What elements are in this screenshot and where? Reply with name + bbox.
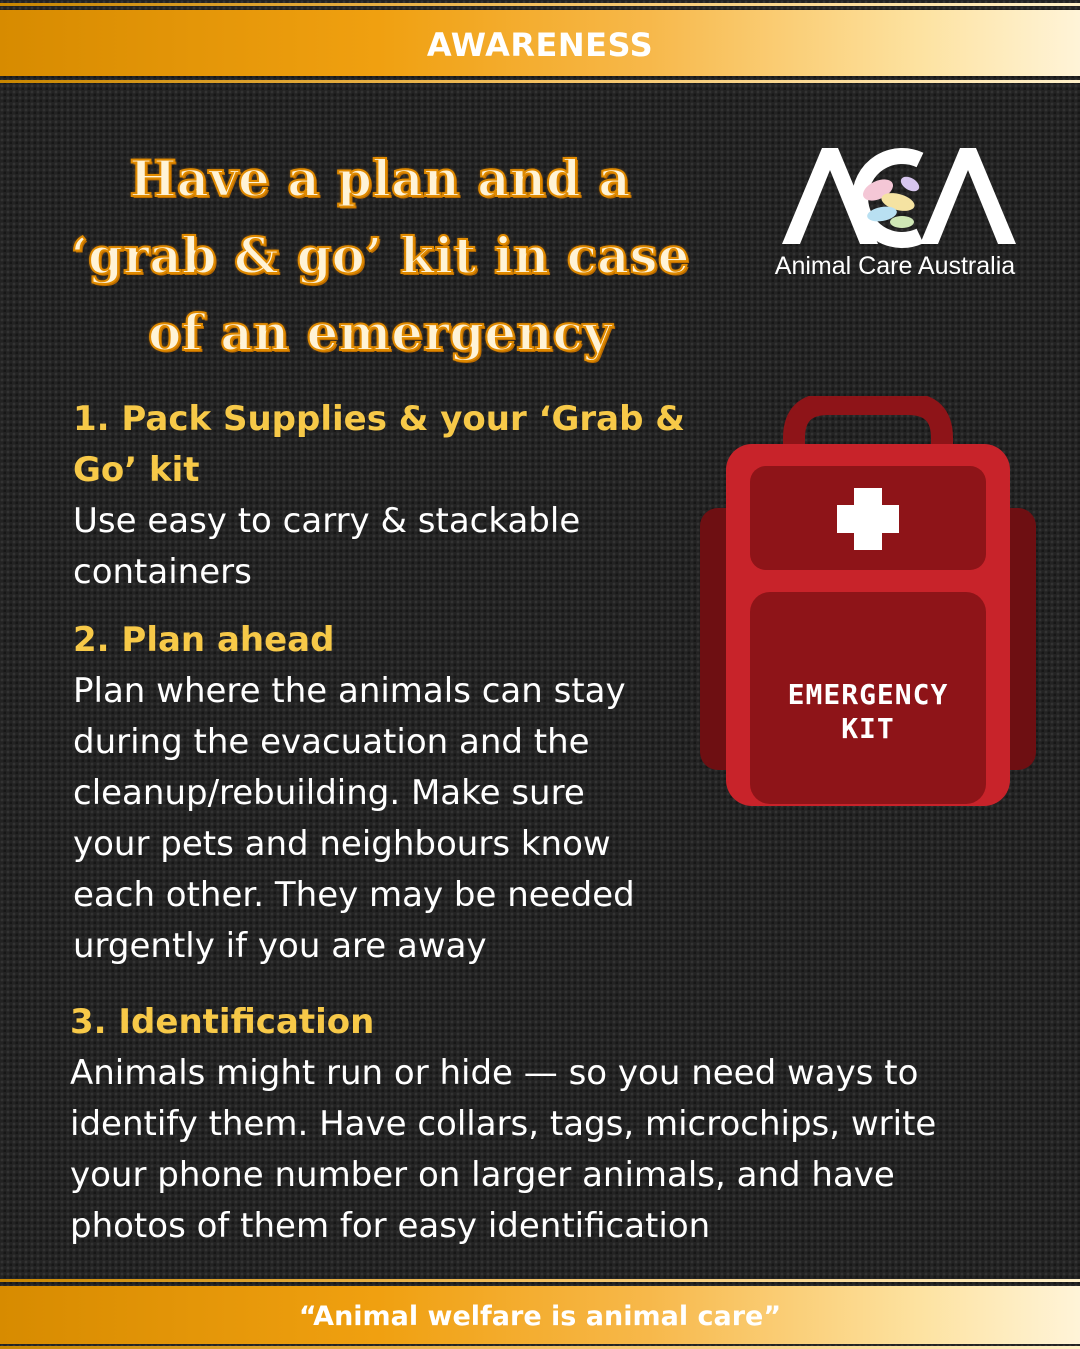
body-line: your phone number on larger animals, and have bbox=[70, 1155, 895, 1195]
body-line: urgently if you are away bbox=[73, 926, 487, 966]
top-band-rule-lower bbox=[0, 80, 1080, 83]
footer-quote: “Animal welfare is animal care” bbox=[298, 1301, 782, 1332]
headline-line: ‘grab & go’ kit in case bbox=[70, 226, 690, 285]
body-line: photos of them for easy identification bbox=[70, 1206, 711, 1246]
body-line: Plan where the animals can stay bbox=[73, 671, 626, 711]
body-line: your pets and neighbours know bbox=[73, 824, 611, 864]
organization-name: Animal Care Australia bbox=[774, 252, 1016, 280]
headline bbox=[40, 140, 720, 371]
headline-line: Have a plan and a bbox=[129, 149, 631, 208]
section-pack-supplies bbox=[73, 394, 713, 598]
headline-line: of an emergency bbox=[148, 303, 612, 362]
section-heading bbox=[73, 615, 713, 666]
section-identification bbox=[70, 997, 1060, 1252]
body-line: during the evacuation and the bbox=[73, 722, 590, 762]
aca-logo bbox=[760, 140, 1030, 290]
section-heading bbox=[73, 394, 713, 496]
section-body bbox=[73, 496, 713, 598]
body-line: cleanup/rebuilding. Make sure bbox=[73, 773, 585, 813]
top-band-rule-upper bbox=[0, 3, 1080, 6]
body-line: Animals might run or hide — so you need ways to bbox=[70, 1053, 919, 1093]
emergency-kit-backpack-icon bbox=[696, 396, 1040, 808]
body-line: containers bbox=[73, 552, 252, 592]
body-line: Use easy to carry & stackable bbox=[73, 501, 581, 541]
top-band bbox=[0, 10, 1080, 76]
body-line: each other. They may be needed bbox=[73, 875, 635, 915]
heading-line: 1. Pack Supplies & your ‘Grab & bbox=[73, 399, 685, 439]
kit-label-line2: KIT bbox=[841, 712, 895, 745]
aca-logo-mark bbox=[760, 140, 1030, 252]
section-plan-ahead bbox=[73, 615, 713, 972]
bottom-band bbox=[0, 1286, 1080, 1344]
heading-line: Go’ kit bbox=[73, 450, 200, 490]
bottom-band-rule-upper bbox=[0, 1279, 1080, 1282]
section-body bbox=[73, 666, 713, 972]
heading-line: 3. Identification bbox=[70, 1002, 375, 1042]
section-body bbox=[70, 1048, 1060, 1252]
kit-label-line1: EMERGENCY bbox=[787, 678, 949, 711]
section-heading bbox=[70, 997, 1060, 1048]
body-line: identify them. Have collars, tags, microchips, write bbox=[70, 1104, 937, 1144]
awareness-label: AWARENESS bbox=[426, 26, 654, 64]
heading-line: 2. Plan ahead bbox=[73, 620, 335, 660]
